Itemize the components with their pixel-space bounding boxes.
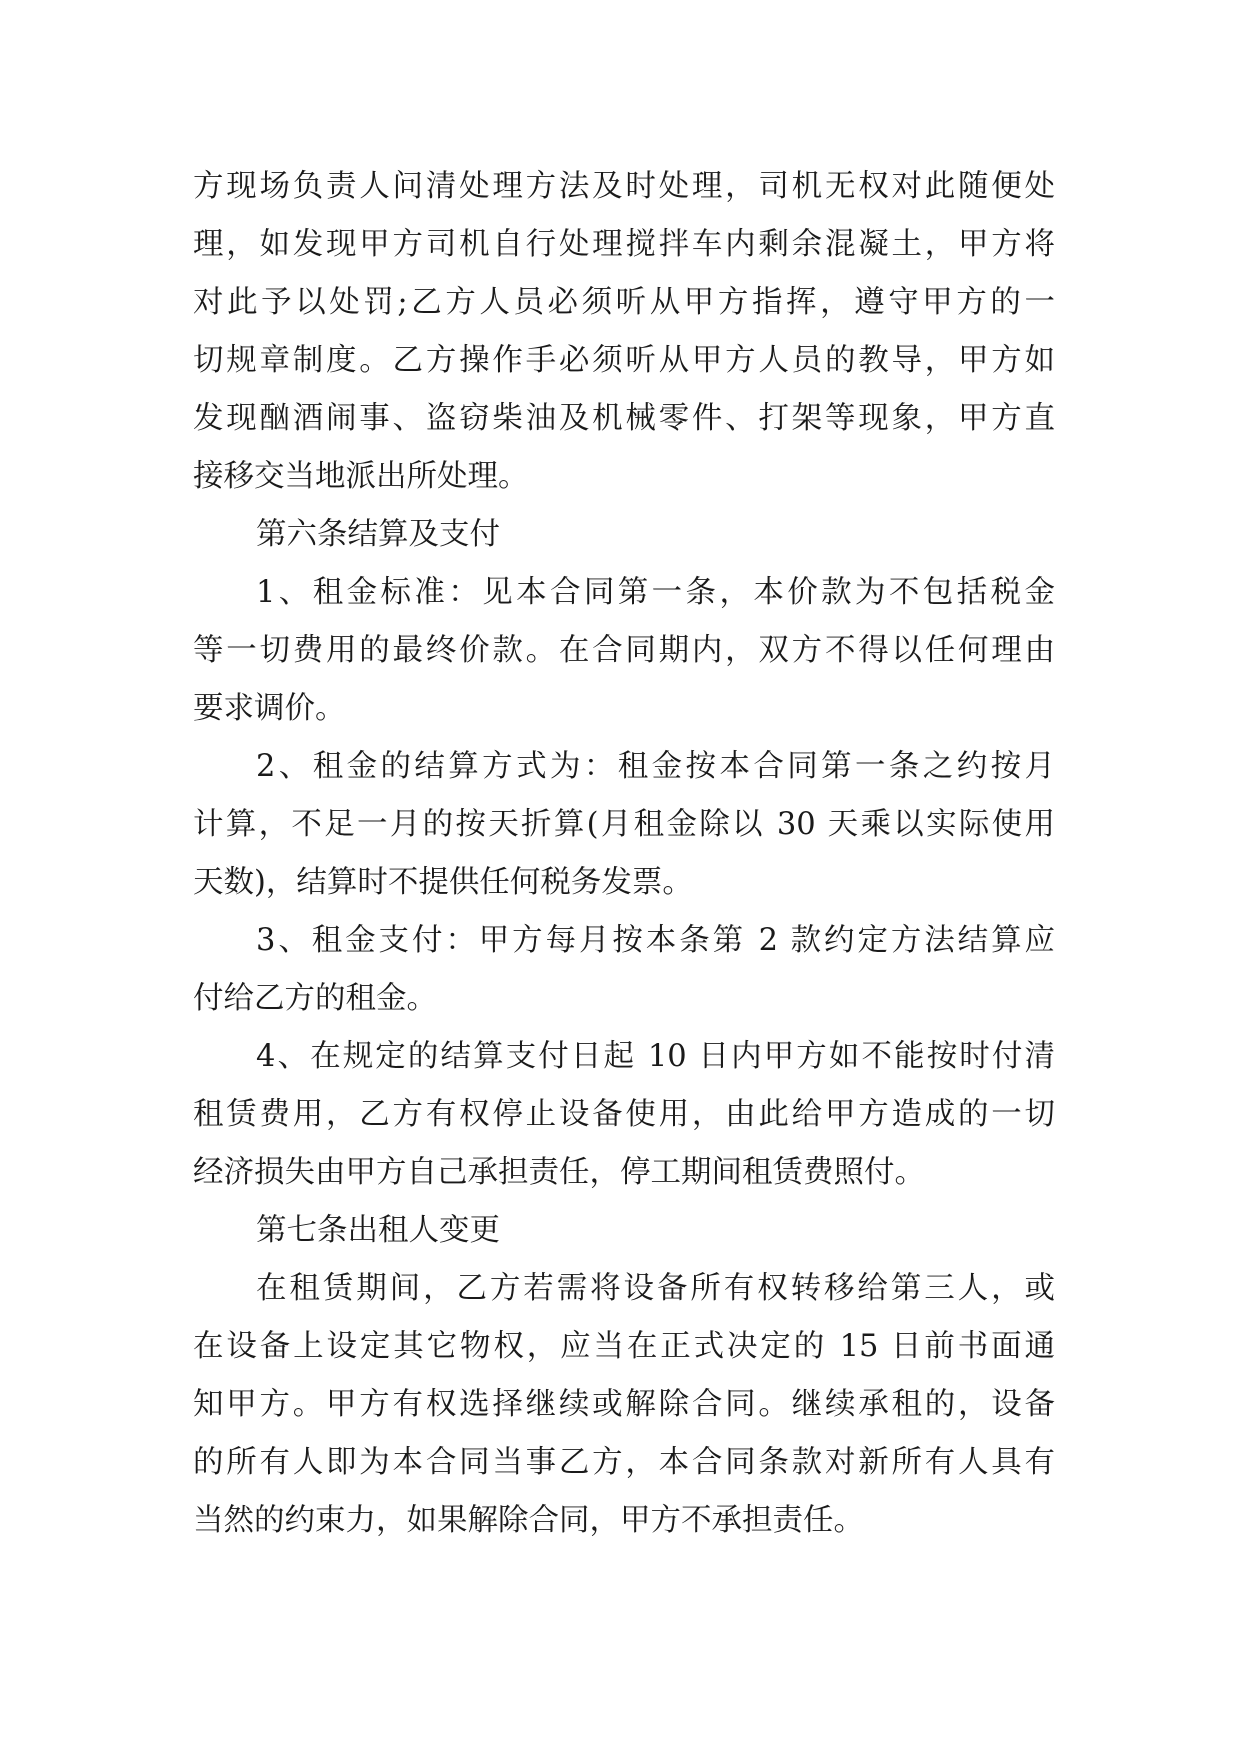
text-line: 对此予以处罚;乙方人员必须听从甲方指挥，遵守甲方的一 xyxy=(193,285,1055,320)
text-line: 的所有人即为本合同当事乙方，本合同条款对新所有人具有 xyxy=(193,1445,1055,1480)
document-body xyxy=(193,158,1055,1550)
text-line: 4、在规定的结算支付日起 10 日内甲方如不能按时付清 xyxy=(256,1039,1055,1074)
text-line: 2、租金的结算方式为：租金按本合同第一条之约按月 xyxy=(256,749,1055,784)
section-heading: 第七条出租人变更 xyxy=(256,1213,500,1248)
text-line: 要求调价。 xyxy=(193,691,346,726)
text-line: 3、租金支付：甲方每月按本条第 2 款约定方法结算应 xyxy=(256,923,1055,958)
section-heading: 第六条结算及支付 xyxy=(256,517,500,552)
text-line: 知甲方。甲方有权选择继续或解除合同。继续承租的，设备 xyxy=(193,1387,1055,1422)
text-line: 经济损失由甲方自己承担责任，停工期间租赁费照付。 xyxy=(193,1155,925,1190)
text-line: 1、租金标准：见本合同第一条，本价款为不包括税金 xyxy=(256,575,1055,610)
text-line: 在设备上设定其它物权，应当在正式决定的 15 日前书面通 xyxy=(193,1329,1055,1364)
text-line: 发现酗酒闹事、盗窃柴油及机械零件、打架等现象，甲方直 xyxy=(193,401,1055,436)
text-line: 当然的约束力，如果解除合同，甲方不承担责任。 xyxy=(193,1503,864,1538)
text-line: 租赁费用，乙方有权停止设备使用，由此给甲方造成的一切 xyxy=(193,1097,1055,1132)
text-line: 切规章制度。乙方操作手必须听从甲方人员的教导，甲方如 xyxy=(193,343,1055,378)
text-line: 等一切费用的最终价款。在合同期内，双方不得以任何理由 xyxy=(193,633,1055,668)
text-line: 计算，不足一月的按天折算(月租金除以 30 天乘以实际使用 xyxy=(193,807,1055,842)
text-line: 接移交当地派出所处理。 xyxy=(193,459,529,494)
text-line: 付给乙方的租金。 xyxy=(193,981,437,1016)
text-line: 理，如发现甲方司机自行处理搅拌车内剩余混凝土，甲方将 xyxy=(193,227,1055,262)
text-line: 天数)，结算时不提供任何税务发票。 xyxy=(193,865,693,900)
text-line: 方现场负责人问清处理方法及时处理，司机无权对此随便处 xyxy=(193,169,1055,204)
text-line: 在租赁期间，乙方若需将设备所有权转移给第三人，或 xyxy=(256,1271,1055,1306)
